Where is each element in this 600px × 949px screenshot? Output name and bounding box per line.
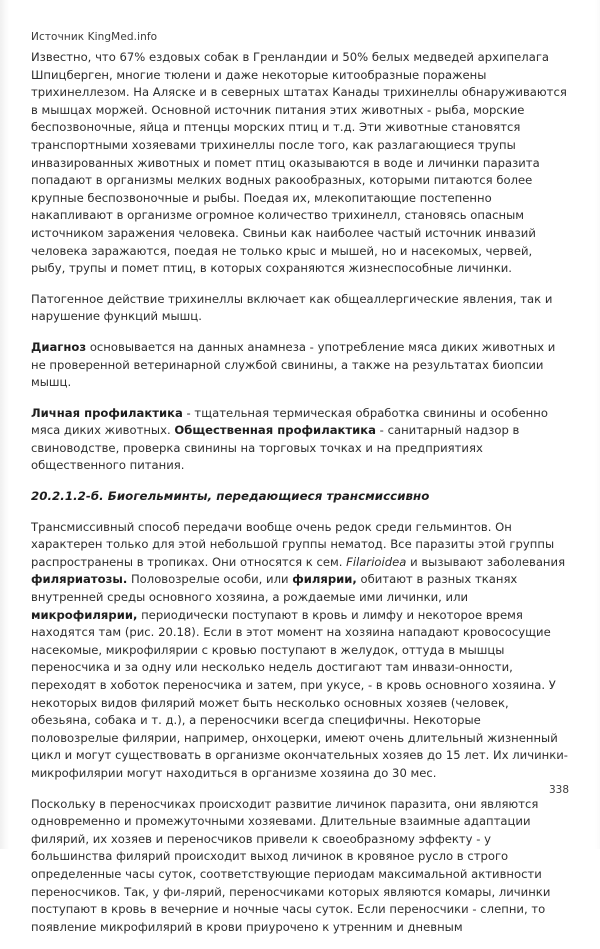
page-number: 338 — [548, 784, 569, 796]
source-watermark: Источник KingMed.info — [31, 31, 158, 43]
paragraph-text: Поскольку в переносчиках происходит развитие личинок паразита, они являются одновременно и промежуточными хозяевами. Длительные взаимные адаптации филярий, их хозяев и переносчиков привели к своеобразному эффекту - у большинства филярий происходит выход личинок в кровяное русло в строго определенные часы суток, соответствующие периодам максимальной активности переносчиков. Так, у фи-лярий, переносчиками которых являются комары, личинки поступают в кровь в вечерние и ночные часы суток. Если переносчики - слепни, то появление микрофилярий в крови приурочено к утренним и дневным — [31, 796, 551, 934]
paragraph-vector-adaptation — [31, 796, 569, 937]
paragraph-text: Половозрелые особи, или — [127, 572, 293, 587]
paragraph-text: и вызывают заболевания — [406, 554, 566, 569]
term-filariae: филярии, — [292, 572, 357, 587]
paragraph-diagnosis — [31, 339, 569, 392]
term-diagnosis: Диагноз — [31, 339, 87, 354]
term-personal-prophylaxis: Личная профилактика — [31, 405, 183, 420]
term-microfilariae: микрофилярии, — [31, 607, 138, 622]
section-heading: 20.2.1.2-б. Биогельминты, передающиеся трансмиссивно — [31, 489, 430, 504]
paragraph-text: Известно, что 67% ездовых собак в Гренландии и 50% белых медведей архипелага Шпицберген, многие тюлени и даже некоторые китообразные поражены трихинеллезом. На Аляске и в северных штатах Канады трихинеллы обнаруживаются в мышцах моржей. Основной источник питания этих животных - рыба, морские беспозвоночные, яйца и птенцы морских птиц и т.д. Эти животные становятся транспортными хозяевами трихинеллы после того, как разлагающиеся трупы инвазированных животных и помет птиц оказываются в воде и личинки паразита попадают в организмы мелких водных ракообразных, которыми питаются более крупные беспозвоночные и рыбы. Поедая их, млекопитающие постепенно накапливают в организме огромное количество трихинелл, становясь опасным источником заражения человека. Свиньи как наиболее частый источник инвазий человека заражаются, поедая не только крыс и мышей, но и насекомых, червей, рыбу, трупы и помет птиц, в которых сохраняются жизнеспособные личинки. — [31, 50, 567, 276]
page-edge-shadow-left — [0, 0, 9, 849]
paragraph-text: - тщательная термическая обработка свинины и особенно мяса диких животных. — [31, 405, 548, 438]
page-edge-shadow-right — [595, 0, 600, 849]
paragraph-pathogenic-action — [31, 291, 569, 326]
term-public-prophylaxis: Общественная профилактика — [174, 423, 376, 438]
paragraph-trichinella-distribution — [31, 49, 569, 278]
page-content — [31, 30, 569, 949]
paragraph-text: Патогенное действие трихинеллы включает как общеаллергические явления, так и нарушение функций мышц. — [31, 291, 553, 324]
paragraph-text: - санитарный надзор в свиноводстве, проверка свинины на торговых точках и на предприятиях общественного питания. — [31, 423, 520, 473]
paragraph-filaria-transmission — [31, 519, 569, 783]
paragraph-text: обитают в разных тканях внутренней среды основного хозяина, а рождаемые ими личинки, или — [31, 572, 518, 605]
term-filariatosis: филяриатозы. — [31, 572, 128, 587]
taxon-name-filarioidea: Filarioidea — [346, 554, 407, 569]
paragraph-text: основывается на данных анамнеза - употребление мяса диких животных и не проверенной ветеринарной службой свинины, а также на результатах биопсии мышц. — [31, 339, 556, 390]
paragraph-prophylaxis — [31, 405, 569, 475]
paragraph-text: периодически поступают в кровь и лимфу и некоторое время находятся там (рис. 20.18). Если в этот момент на хозяина нападают кровососущие насекомые, микрофилярии с кровью поступают в желудок, оттуда в мышцы переносчика и за одну или несколько недель достигают там инвази-онности, переходят в хоботок переносчика и затем, при укусе, - в кровь основного хозяина. У некоторых видов филярий может быть несколько основных хозяев (человек, обезьяна, собака и т. д.), а переносчики всегда специфичны. Некоторые половозрелые филярии, например, онхоцерки, имеют очень длительный жизненный цикл и могут существовать в организме окончательных хозяев до 15 лет. Их личинки-микрофилярии могут находиться в организме хозяина до 30 мес. — [31, 607, 568, 780]
paragraph-text: Трансмиссивный способ передачи вообще очень редок среди гельминтов. Он характерен только для этой небольшой группы нематод. Все паразиты этой группы распространены в тропиках. Они относятся к сем. — [31, 519, 555, 569]
